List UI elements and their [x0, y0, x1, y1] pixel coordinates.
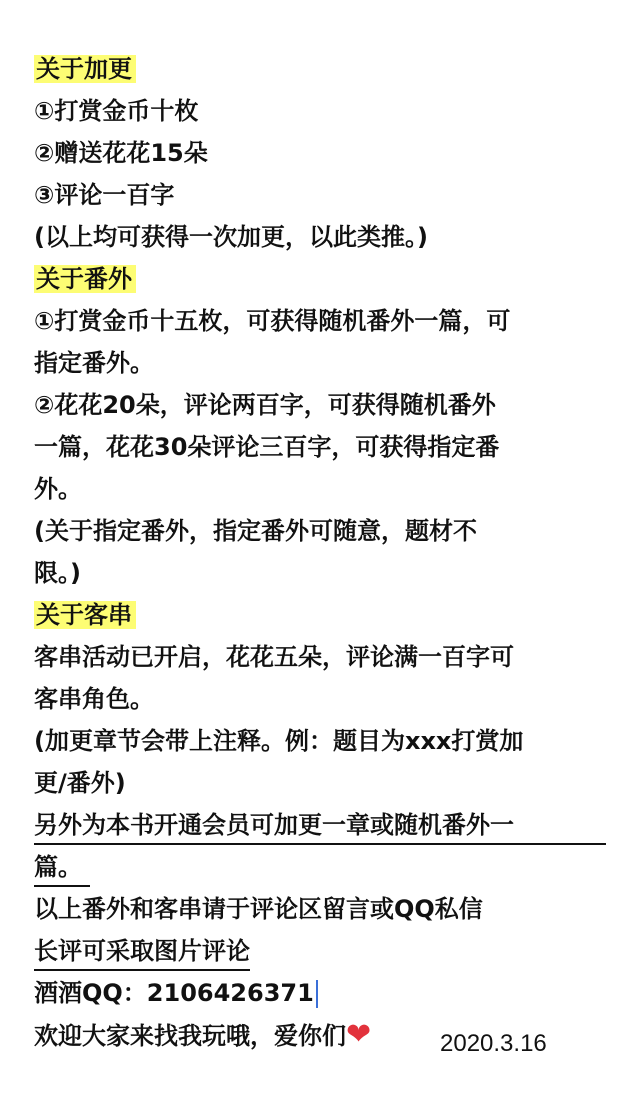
date-stamp: 2020.3.16 [440, 1030, 547, 1057]
kechuan-note-line-1: (加更章节会带上注释。例：题目为xxx打赏加 [34, 727, 524, 755]
kechuan-note-line-2: 更/番外) [34, 769, 126, 797]
welcome-line: 欢迎大家来找我玩哦，爱你们 [34, 1022, 346, 1050]
fanwai-item-2-line-1: ②花花20朵，评论两百字，可获得随机番外 [34, 391, 496, 419]
heart-icon: ❤ [346, 1017, 372, 1052]
long-review-line: 长评可采取图片评论 [34, 933, 250, 971]
heading-fanwai-line [34, 258, 614, 300]
heading-kechuan: 关于客串 [34, 601, 136, 629]
document-body [34, 48, 614, 1056]
kechuan-text-line-2: 客串角色。 [34, 685, 154, 713]
member-line-2: 篇。 [34, 849, 90, 887]
contact-line: 以上番外和客串请于评论区留言或QQ私信 [34, 895, 483, 923]
heading-jiageng: 关于加更 [34, 55, 136, 83]
member-line-1-row [34, 804, 614, 846]
fanwai-item-2-line-2: 一篇，花花30朵评论三百字，可获得指定番 [34, 433, 500, 461]
member-line-1: 另外为本书开通会员可加更一章或随机番外一 [34, 807, 606, 845]
member-line-2-row [34, 846, 614, 888]
kechuan-text-line-1: 客串活动已开启，花花五朵，评论满一百字可 [34, 643, 514, 671]
heading-fanwai: 关于番外 [34, 265, 136, 293]
fanwai-item-1-line-2: 指定番外。 [34, 349, 154, 377]
jiageng-note: (以上均可获得一次加更，以此类推。) [34, 223, 428, 251]
long-review-row [34, 930, 614, 972]
heading-kechuan-line [34, 594, 614, 636]
fanwai-note-line-1: (关于指定番外，指定番外可随意，题材不 [34, 517, 477, 545]
jiageng-item-2: ②赠送花花15朵 [34, 139, 208, 167]
jiageng-item-1: ①打赏金币十枚 [34, 97, 199, 125]
heading-jiageng-line [34, 48, 614, 90]
jiageng-item-3: ③评论一百字 [34, 181, 175, 209]
fanwai-item-1-line-1: ①打赏金币十五枚，可获得随机番外一篇，可 [34, 307, 511, 335]
qq-line: 酒酒QQ：2106426371 [34, 979, 314, 1007]
qq-row [34, 972, 614, 1014]
text-cursor [316, 980, 318, 1008]
fanwai-item-2-line-3: 外。 [34, 475, 82, 503]
fanwai-note-line-2: 限。) [34, 559, 81, 587]
